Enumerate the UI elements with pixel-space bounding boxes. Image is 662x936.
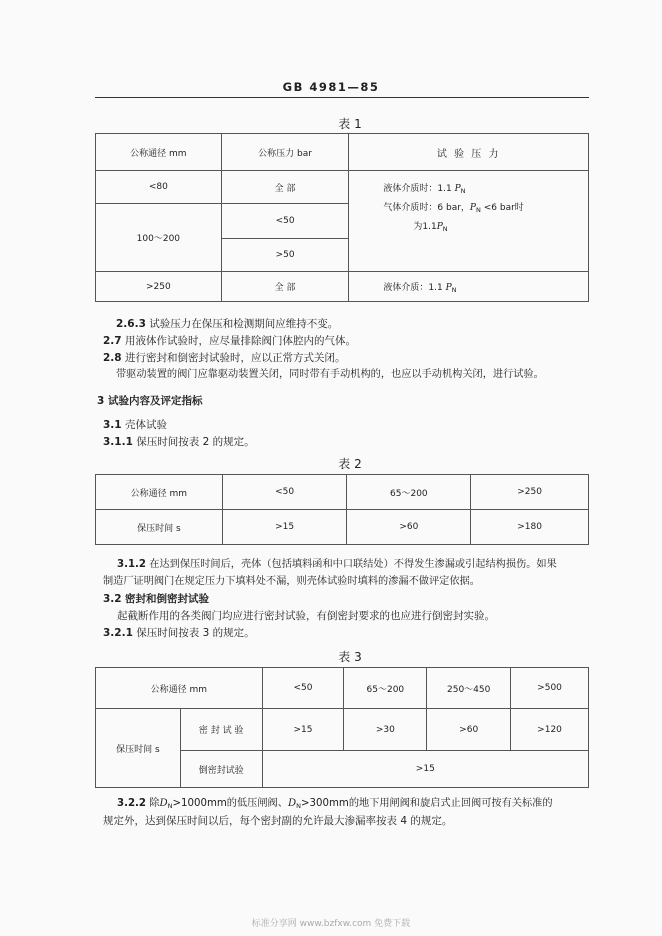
clause-3-1-1: 3.1.1 保压时间按表 2 的规定。 (103, 436, 255, 448)
clause-3-2: 3.2 密封和倒密封试验 (103, 593, 209, 605)
table3-hold-time-label: 保压时间 s (96, 709, 181, 788)
clause-2-6-3: 2.6.3 试验压力在保压和检测期间应维持不变。 (116, 318, 339, 330)
table3-seal-cell: >60 (427, 709, 511, 751)
table1-pn-cell: >50 (221, 239, 349, 272)
clause-3-1-2: 3.1.2 在达到保压时间后，壳体（包括填料函和中口联结处）不得发生渗漏或引起结构损伤。如果 (117, 559, 557, 570)
table2-hold-cell: >180 (471, 510, 589, 545)
table3 (95, 667, 589, 788)
table2-hold-cell: >15 (222, 510, 347, 545)
clause-3-2-body: 起截断作用的各类阀门均应进行密封试验，有倒密封要求的也应进行倒密封实验。 (117, 610, 495, 622)
table2-dn-label: 公称通径 mm (96, 475, 223, 510)
table3-dn-cell: 65～200 (344, 668, 427, 709)
section-3-heading: 3 试验内容及评定指标 (97, 395, 203, 407)
table2-dn-cell: <50 (222, 475, 347, 510)
clause-3-1-2-continued: 制造厂证明阀门在规定压力下填料处不漏，则壳体试验时填料的渗漏不做评定依据。 (103, 576, 480, 587)
table2-hold-cell: >60 (347, 510, 471, 545)
footer-watermark: 标准分享网 www.bzfxw.com 免费下载 (251, 919, 411, 929)
table1-test-pressure-liquid: 液体介质：1.1 $P_N$ (349, 272, 589, 302)
table1-pn-cell: <50 (221, 204, 349, 239)
table2-dn-cell: 65～200 (347, 475, 471, 510)
table3-seal-cell: >30 (344, 709, 427, 751)
table3-seal-test-label: 密 封 试 验 (180, 709, 262, 751)
clause-3-1: 3.1 壳体试验 (103, 419, 167, 431)
clause-3-2-2: 3.2.2 除$D_N>1000mm$的低压闸阀、$D_N>300mm$的地下用闸阀和旋启式止回阀可按有关标准的 (117, 798, 553, 810)
header-rule (95, 97, 589, 98)
table1-test-pressure-gas-liquid: 液体介质时：1.1 $P_N$ 气体介质时：6 bar，$P_N <6$ bar时 为$1.1P_N$ (349, 171, 589, 272)
table1-pn-cell: 全 部 (221, 272, 349, 302)
table3-back-seal-label: 倒密封试验 (180, 751, 262, 788)
table1 (95, 133, 589, 302)
table1-dn-cell: 100～200 (96, 204, 222, 272)
table1-pn-cell: 全 部 (221, 171, 349, 204)
table3-dn-label: 公称通径 mm (96, 668, 263, 709)
table1-header-test-pressure: 试 验 压 力 (349, 134, 589, 171)
table3-seal-cell: >15 (262, 709, 344, 751)
table1-caption: 表 1 (338, 117, 362, 131)
standard-code: GB 4981—85 (282, 80, 380, 94)
table2-hold-time-label: 保压时间 s (96, 510, 223, 545)
table3-caption: 表 3 (338, 650, 362, 664)
table2 (95, 474, 589, 545)
clause-2-7: 2.7 用液体作试验时，应尽量排除阀门体腔内的气体。 (103, 335, 356, 347)
clause-3-2-1: 3.2.1 保压时间按表 3 的规定。 (103, 627, 255, 639)
table1-header-dn: 公称通径 mm (96, 134, 222, 171)
table2-dn-cell: >250 (471, 475, 589, 510)
table3-seal-cell: >120 (511, 709, 589, 751)
table3-dn-cell: >500 (511, 668, 589, 709)
table3-back-seal-cell: >15 (262, 751, 588, 788)
table3-dn-cell: 250～450 (427, 668, 511, 709)
table1-dn-cell: <80 (96, 171, 222, 204)
clause-2-8-continued: 带驱动装置的阀门应靠驱动装置关闭，同时带有手动机构的，也应以手动机构关闭，进行试验。 (116, 369, 544, 380)
table2-caption: 表 2 (338, 457, 362, 471)
clause-3-2-2-continued: 规定外，达到保压时间以后，每个密封副的允许最大渗漏率按表 4 的规定。 (103, 815, 453, 827)
table1-header-pn: 公称压力 bar (221, 134, 349, 171)
table3-dn-cell: <50 (262, 668, 344, 709)
table1-dn-cell: >250 (96, 272, 222, 302)
clause-2-8: 2.8 进行密封和倒密封试验时，应以正常方式关闭。 (103, 352, 346, 364)
